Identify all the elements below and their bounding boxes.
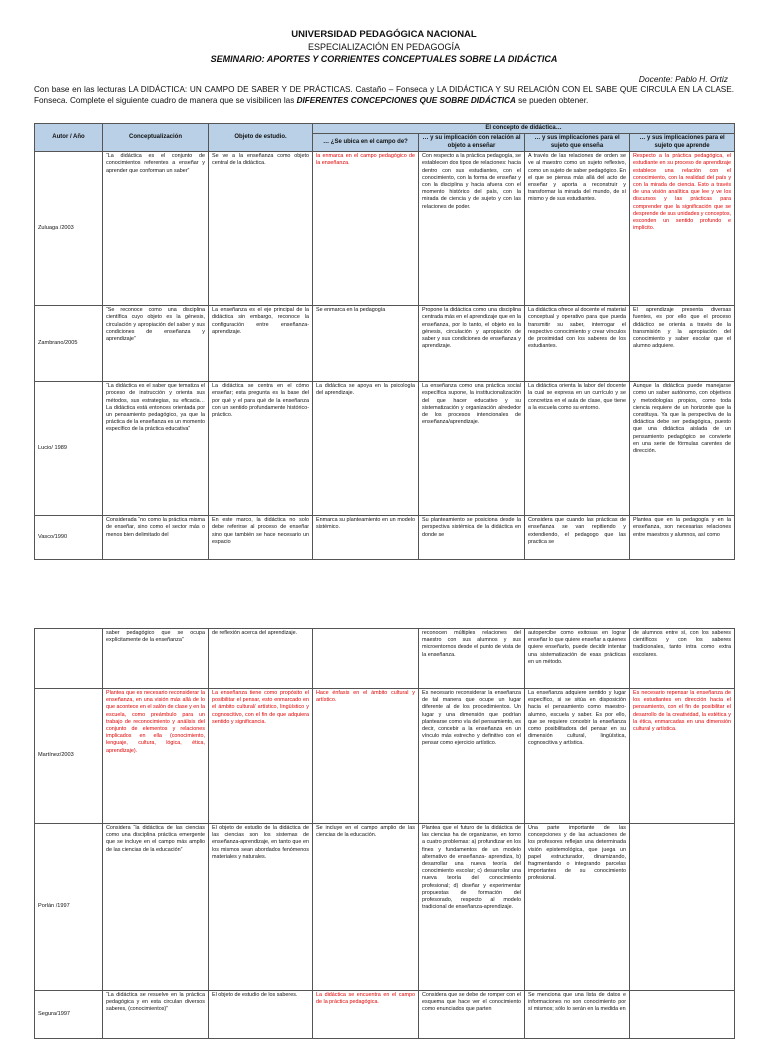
table-cell: Se enmarca en la pedagogía xyxy=(313,306,419,382)
table-cell: de reflexión acerca del aprendizaje. xyxy=(209,629,313,689)
author-cell: Zambrano/2005 xyxy=(35,306,103,382)
table-cell: A través de las relaciones de orden se ve al maestro como un sujeto reflexivo, como un sujeto de saber pedagógico. En el que se piensa más allá del acto de enseñar y aporta a reconstruir y transformar la mirada del mundo, de sí mismo y de sus estudiantes. xyxy=(525,152,630,306)
concepts-table-part-2 xyxy=(34,628,735,1039)
table-cell: Plantea que el futuro de la didáctica de las ciencias ha de organizarse, en torno a cuatro problemas: a) profundizar en los fines y fundamentos de un modelo alternativo de enseñanza- aprendiza, b) desarrollar una nueva teoría del conocimiento escolar; c) desarrollar una nueva teoría del conocimiento profesional; d) diseñar y experimentar propuestas de formación del profesorado, respecto al modelo tradicional de enseñanza-aprendizaje. xyxy=(419,824,525,991)
table-cell: saber pedagógico que se ocupa explícitamente de la enseñanza” xyxy=(103,629,209,689)
col-header-learner-implication: … y sus implicaciones para el sujeto que aprende xyxy=(630,134,735,152)
intro-text: Con base en las lecturas LA DIDÁCTICA: UN CAMPO DE SABER Y DE PRÁCTICAS. Castaño – Fonseca y LA DIDÁCTICA Y SU RELACIÓN CON EL SABE QUE CIRCULA EN LA CLASE. Fonseca. Complete el siguiente cuadro de manera que se visibilicen las xyxy=(34,85,734,105)
author-cell: Martínez/2003 xyxy=(35,689,103,824)
table-cell: La didáctica se centra en el cómo enseñar; esta pregunta es la base del por qué y el para qué de la enseñanza con un sentido profundamente histórico- práctico. xyxy=(209,382,313,516)
table-cell: Es necesario repensar la enseñanza de los estudiantes en dirección hacia el pensamiento, con el fin de posibilitar el desarrollo de la creatividad, la estética y la ética, enmarcadas en una dimensión cultural y artística. xyxy=(630,689,735,824)
col-header-conceptualization: Conceptualización xyxy=(103,124,209,152)
table-cell: Considera “la didáctica de las ciencias como una disciplina práctica emergente que se incluye en el campo más amplio de las ciencias de la educación” xyxy=(103,824,209,991)
table-cell: Aunque la didáctica puede manejarse como un saber autónomo, con objetivos y metodologías propios, como toda ciencia requiere de un horizonte que la constituya. Ya que la perspectiva de la didáctica debe ser pedagógica, puesto que una didáctica aislada de un pensamiento pedagógico se convierte en una serie de fórmulas carentes de dirección. xyxy=(630,382,735,516)
university-name: UNIVERSIDAD PEDAGÓGICA NACIONAL xyxy=(291,29,477,40)
table-cell: El aprendizaje presenta diversas fuentes, es por ello que el proceso didáctico se orienta a través de la transmisión y la apropiación del conocimiento y saber escolar que el alumno adquiere. xyxy=(630,306,735,382)
table-cell: de alumnos entre sí, con los saberes científicos y con los saberes tradicionales, tanto intra como extra escolares. xyxy=(630,629,735,689)
docente-label: Docente: Pablo H. Ortiz xyxy=(638,74,728,84)
table-cell: “La didáctica es el saber que tematiza el proceso de instrucción y orienta sus métodos, sus estrategias, su eficacia… La didáctica está entonces orientada por un pensamiento pedagógico, ya que la práctica de la enseñanza es un momento específico de la práctica educativa” xyxy=(103,382,209,516)
table-cell: La enseñanza como una práctica social específica supone, la institucionalización del que hacer educativo y su sistematización y organización alrededor de los procesos intencionales de enseñanza/aprendizaje. xyxy=(419,382,525,516)
table-cell: Plantea que es necesario reconsiderar la enseñanza, en una visión más allá de lo que acontece en el salón de clase y en la escuela, como preámbulo para un trabajo de reconocimiento y análisis del conjunto de elementos y relaciones implicados en ella (conocimiento, lenguaje, cultura, lógica, ética, aprendizaje). xyxy=(103,689,209,824)
table-row xyxy=(35,306,735,382)
col-header-field: … ¿Se ubica en el campo de? xyxy=(313,134,419,152)
table-cell: Es necesario reconsiderar la enseñanza de tal manera que ocupe un lugar diferente al de los procedimientos. Un lugar y una dimensión que podrían plantearse como vía del pensamiento, es decir, concebir a la enseñanza en un vínculo más estrecho y definitivo con el pensar como ejercicio artístico. xyxy=(419,689,525,824)
table-cell: Se menciona que una lista de datos e informaciones no son conocimiento por sí mismos; sólo lo serán en la medida en xyxy=(525,991,630,1039)
table-cell: Hace énfasis en el ámbito cultural y artístico. xyxy=(313,689,419,824)
table-row xyxy=(35,991,735,1039)
table-cell: “La didáctica se resuelve en la práctica pedagógica y en esta circulan diversos saberes, (conocimientos)” xyxy=(103,991,209,1039)
col-header-object: Objeto de estudio. xyxy=(209,124,313,152)
table-cell: Respecto a la práctica pedagógica, el estudiante en su proceso de aprendizaje establece una relación con el conocimiento, con la realidad del país y con la mirada de ciencia. Esto a través de una visión analítica que lee y ve los discursos y las prácticas para comprender que la significación que se desprende de sus unidades y conceptos, esconden un sentido profundo e implícito. xyxy=(630,152,735,306)
table-cell: Propone la didáctica como una disciplina centrada más en el aprendizaje que en la enseñanza, por lo tanto, el objeto es la génesis, circulación y apropiación de saber y sus condiciones de enseñanza y aprendizaje. xyxy=(419,306,525,382)
group-header-didactics-concept: El concepto de didáctica… xyxy=(313,124,735,134)
table-cell: Considera que cuando las prácticas de enseñanza se van repitiendo y extendiendo, el pedagogo que las practica se xyxy=(525,516,630,560)
intro-paragraph xyxy=(34,85,734,106)
table-cell: La enseñanza es el eje principal de la didáctica sin embargo, reconoce la configuración entre enseñanza-aprendizaje. xyxy=(209,306,313,382)
table-cell: El objeto de estudio de la didáctica de las ciencias son los sistemas de enseñanza-aprendizaje, en tanto que en los mismos sean abordados fenómenos materiales y naturales. xyxy=(209,824,313,991)
col-header-object-implication: … y su implicación con relación al objeto a enseñar xyxy=(419,134,525,152)
table-row xyxy=(35,152,735,306)
table-row xyxy=(35,629,735,689)
table-cell: “La didáctica es el conjunto de conocimientos referentes a enseñar y aprender que conforman un saber” xyxy=(103,152,209,306)
table-cell: La didáctica se apoya en la psicología del aprendizaje. xyxy=(313,382,419,516)
table-cell: Con respecto a la práctica pedagogía, se establecen dos tipos de relaciones: hacia dentro con sus estudiantes, con el conocimiento, con la forma de enseñar y con la disciplina y hacia afuera con el momento histórico del país, con la mirada de ciencia y de sujeto y con las relaciones de poder. xyxy=(419,152,525,306)
document-header xyxy=(0,28,768,65)
table-cell xyxy=(630,991,735,1039)
col-header-teacher-implication: … y sus implicaciones para el sujeto que enseña xyxy=(525,134,630,152)
table-cell: La enseñanza tiene como propósito el posibilitar el pensar, esto enmarcado en el ámbito cultural/ artístico, lingüístico y cognoscitivo, con el fin de que adquiera sentido y significancia. xyxy=(209,689,313,824)
table-cell: En este marco, la didáctica no solo debe referirse al proceso de enseñar sino que también se hace necesario un espacio xyxy=(209,516,313,560)
table-cell: la enmarca en el campo pedagógico de la enseñanza. xyxy=(313,152,419,306)
table-cell: “Se reconoce como una disciplina científica cuyo objeto es la génesis, circulación y apropiación del saber y sus condiciones de enseñanza y aprendizaje” xyxy=(103,306,209,382)
intro-tail: se pueden obtener. xyxy=(515,95,589,105)
table-cell: El objeto de estudio de los saberes. xyxy=(209,991,313,1039)
table-cell xyxy=(630,824,735,991)
table-cell: Una parte importante de las concepciones y de las actuaciones de los profesores reflejan una determinada visión epistemológica, que juega un papel estructurador, dinamizando, fragmentando o integrando parcelas importantes de su conocimiento profesional. xyxy=(525,824,630,991)
table-row xyxy=(35,516,735,560)
table-cell: reconocen múltiples relaciones del maestro con sus alumnos y sus microentornos desde el punto de vista de la enseñanza. xyxy=(419,629,525,689)
table-cell xyxy=(313,629,419,689)
program-name: ESPECIALIZACIÓN EN PEDAGOGÍA xyxy=(307,42,461,52)
author-cell: Segura/1997 xyxy=(35,991,103,1039)
table-cell: Enmarca su planteamiento en un modelo sistémico. xyxy=(313,516,419,560)
author-cell: Zuluaga /2003 xyxy=(35,152,103,306)
table-cell: Se ve a la enseñanza como objeto central de la didáctica. xyxy=(209,152,313,306)
table-cell: Considera que se debe de romper con el esquema que hace ver el conocimiento como enunciados que parten xyxy=(419,991,525,1039)
table-cell: La didáctica ofrece al docente el material conceptual y operativo para que pueda transmitir su saber, interrogar el respectivo conocimiento y crear vínculos de proximidad con los saberes de los estudiantes. xyxy=(525,306,630,382)
table-cell: La enseñanza adquiere sentido y lugar específico, si se sitúa en disposición hacia el pensamiento como maestro-alumno, escuela y saber. Es por ello, que se requiere concebir la enseñanza como posibilitadora del pensar en su dimensión cultural, lingüística, cognoscitiva y artística. xyxy=(525,689,630,824)
table-cell: autopercibe como exitosas en lograr enseñar lo que quiere enseñar a quienes quiere enseñarlo, puede decidir intentar una sistematización de esas prácticas en un método. xyxy=(525,629,630,689)
intro-emphasis: DIFERENTES CONCEPCIONES QUE SOBRE DIDÁCTICA xyxy=(296,95,516,105)
table-row xyxy=(35,824,735,991)
author-cell: Porlán /1997 xyxy=(35,824,103,991)
table-cell: Considerada “no como la práctica misma de enseñar, sino como el sector más o menos bien delimitado del xyxy=(103,516,209,560)
author-cell xyxy=(35,629,103,689)
seminar-title: SEMINARIO: APORTES Y CORRIENTES CONCEPTUALES SOBRE LA DIDÁCTICA xyxy=(210,54,558,64)
table-cell: Se incluye en el campo amplio de las ciencias de la educación. xyxy=(313,824,419,991)
table-cell: La didáctica se encuentra en el campo de la práctica pedagógica. xyxy=(313,991,419,1039)
col-header-author: Autor / Año xyxy=(35,124,103,152)
table-cell: Su planteamiento se posiciona desde la perspectiva sistémica de la didáctica en donde se xyxy=(419,516,525,560)
author-cell: Vasco/1990 xyxy=(35,516,103,560)
concepts-table-part-1 xyxy=(34,123,735,560)
table-cell: Plantea que en la pedagogía y en la enseñanza, son necesarias relaciones entre maestros y alumnos, así como xyxy=(630,516,735,560)
table-row xyxy=(35,382,735,516)
table-cell: La didáctica orienta la labor del docente la cual se expresa en un currículo y se concretiza en el aula de clase, que tiene a la escuela como su entorno. xyxy=(525,382,630,516)
table-row xyxy=(35,689,735,824)
author-cell: Lucio/ 1989 xyxy=(35,382,103,516)
